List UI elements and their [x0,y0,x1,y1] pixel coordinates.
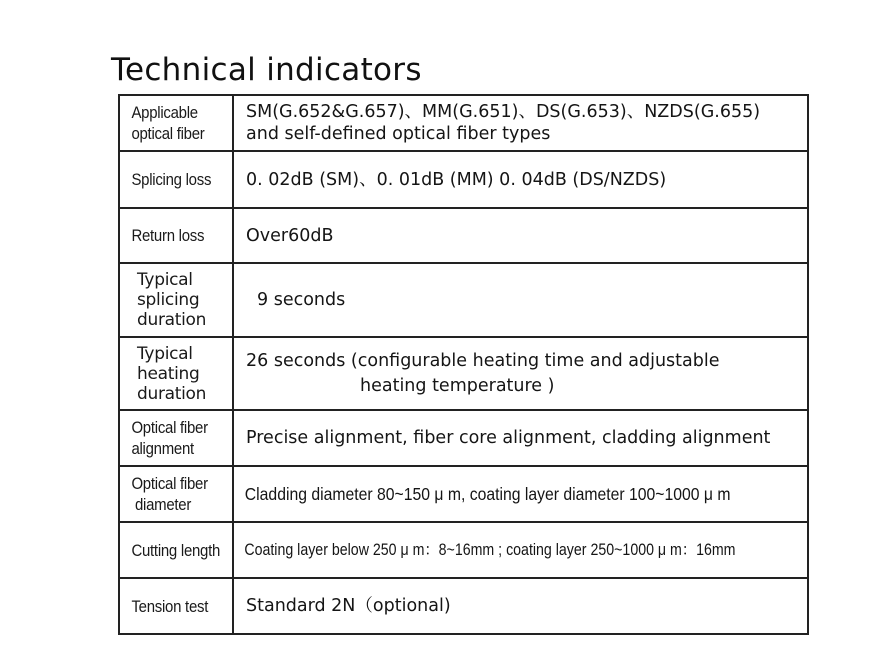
row-value-cell [233,410,808,466]
row-label-cell [119,410,233,466]
technical-indicators-table [118,94,809,635]
page-title: Technical indicators [111,52,422,88]
row-value: SM(G.652&G.657)、MM(G.651)、DS(G.653)、NZDS(G.655) and self-defined optical fiber types [246,102,761,144]
table-row [119,263,808,337]
row-label-cell [119,466,233,522]
table-row [119,337,808,410]
row-label-cell [119,95,233,151]
row-value: 9 seconds [257,290,346,310]
row-label: Optical fiber alignment [131,418,208,458]
row-label-cell [119,522,233,578]
row-label: Typical splicing duration [137,270,207,330]
row-value-cell [233,578,808,634]
row-label: Splicing loss [131,170,212,189]
row-label: Typical heating duration [137,343,207,404]
row-label-cell [119,208,233,263]
row-value-cell [233,522,808,578]
row-value-cell [233,263,808,337]
row-label-cell [119,263,233,337]
table-row [119,410,808,466]
row-value: Standard 2N（optional) [246,596,451,616]
row-value-cell [233,337,808,410]
row-label: Cutting length [131,540,221,560]
table-row [119,151,808,208]
row-value: Precise alignment, fiber core alignment, cladding alignment [246,428,771,448]
row-label-cell [119,337,233,410]
row-label: Tension test [131,596,209,616]
row-value: 26 seconds (configurable heating time and adjustable heating temperature ) [246,350,720,396]
row-value: Coating layer below 250 μ m：8~16mm ; coating layer 250~1000 μ m：16mm [244,541,736,559]
table-row [119,578,808,634]
table-row [119,208,808,263]
row-value-cell [233,95,808,151]
row-label: Optical fiber diameter [131,474,208,514]
row-value-cell [233,466,808,522]
row-value-cell [233,208,808,263]
row-label-cell [119,578,233,634]
table-row [119,522,808,578]
row-label: Applicable optical fiber [131,103,205,143]
row-value-cell [233,151,808,208]
row-label: Return loss [131,226,205,245]
row-value: 0. 02dB (SM)、0. 01dB (MM) 0. 04dB (DS/NZDS) [246,169,667,190]
row-value: Over60dB [246,225,334,246]
table-row [119,95,808,151]
row-label-cell [119,151,233,208]
table-row [119,466,808,522]
row-value: Cladding diameter 80~150 μ m, coating layer diameter 100~1000 μ m [244,484,731,504]
